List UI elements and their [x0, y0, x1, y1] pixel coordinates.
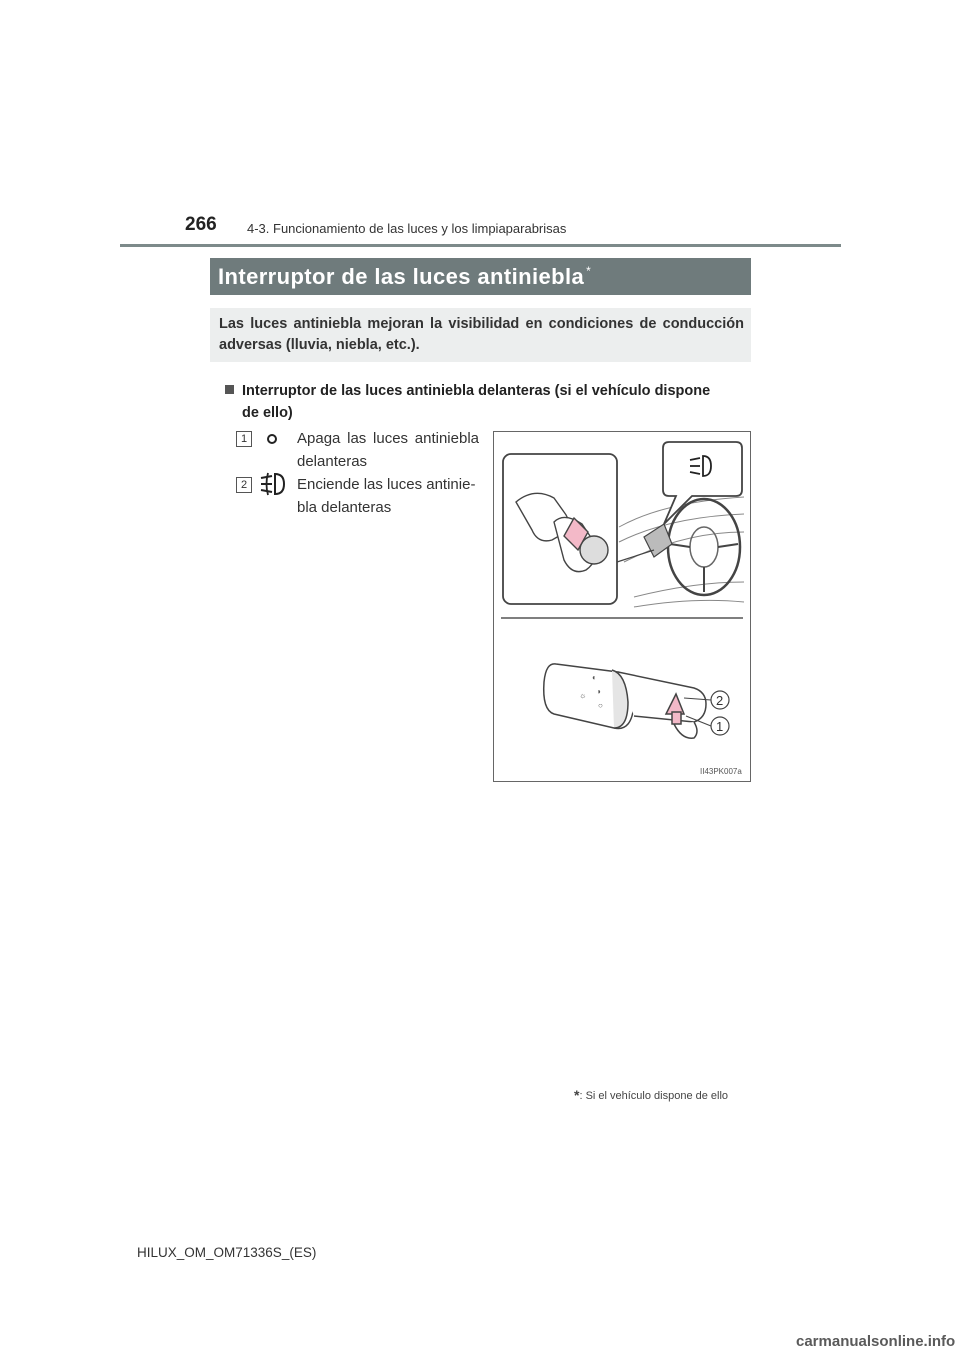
- item-text-1-line-2: delanteras: [297, 453, 368, 470]
- footnote-text: : Si el vehículo dispone de ello: [579, 1090, 729, 1102]
- watermark: carmanualsonline.info: [796, 1333, 956, 1350]
- header-divider: [120, 244, 841, 247]
- off-icon: [265, 432, 279, 446]
- item-text-1-line-1: Apaga las luces antiniebla: [297, 430, 479, 447]
- light-switch-stalk-icon: [544, 664, 706, 738]
- item-badge-1: 1: [236, 431, 252, 447]
- illustration-figure: [493, 431, 751, 782]
- svg-text:○: ○: [598, 701, 603, 710]
- svg-text:☼: ☼: [579, 691, 587, 700]
- subsection-line-2: de ello): [242, 405, 293, 421]
- figure-code: II43PK007a: [700, 767, 742, 776]
- figure-callout-2: 2: [716, 693, 724, 708]
- svg-text:◐: ◐: [592, 673, 597, 682]
- figure-callout-1: 1: [716, 719, 724, 734]
- square-bullet-icon: [225, 385, 234, 394]
- optional-equipment-marker: *: [586, 264, 592, 278]
- footnote: [574, 1087, 728, 1103]
- item-text-1: [297, 427, 479, 473]
- section-title: Interruptor de las luces antiniebla *: [218, 264, 592, 289]
- intro-text: Las luces antiniebla mejoran la visibilidad en condiciones de conducción adversas (lluvia, niebla, etc.).: [219, 316, 744, 353]
- front-fog-light-icon: [258, 471, 288, 497]
- footnote-marker: *: [574, 1087, 580, 1103]
- subsection-heading: [225, 380, 749, 424]
- subsection-line-1: Interruptor de las luces antiniebla delanteras (si el vehículo dispone: [242, 383, 711, 399]
- item-text-2: [297, 473, 479, 519]
- steering-wheel-icon: [668, 499, 740, 595]
- item-text-2-line-2: bla delanteras: [297, 499, 392, 516]
- item-text-2-line-1: Enciende las luces antinie-: [297, 476, 476, 493]
- document-code: HILUX_OM_OM71336S_(ES): [137, 1245, 317, 1260]
- page-number: 266: [185, 214, 217, 235]
- chapter-heading: 4-3. Funcionamiento de las luces y los limpiaparabrisas: [247, 221, 567, 236]
- intro-box: [210, 308, 751, 362]
- fog-switch-illustration: [494, 432, 750, 781]
- svg-text:◑: ◑: [596, 687, 601, 696]
- section-title-bar: [210, 258, 751, 295]
- item-badge-2: 2: [236, 477, 252, 493]
